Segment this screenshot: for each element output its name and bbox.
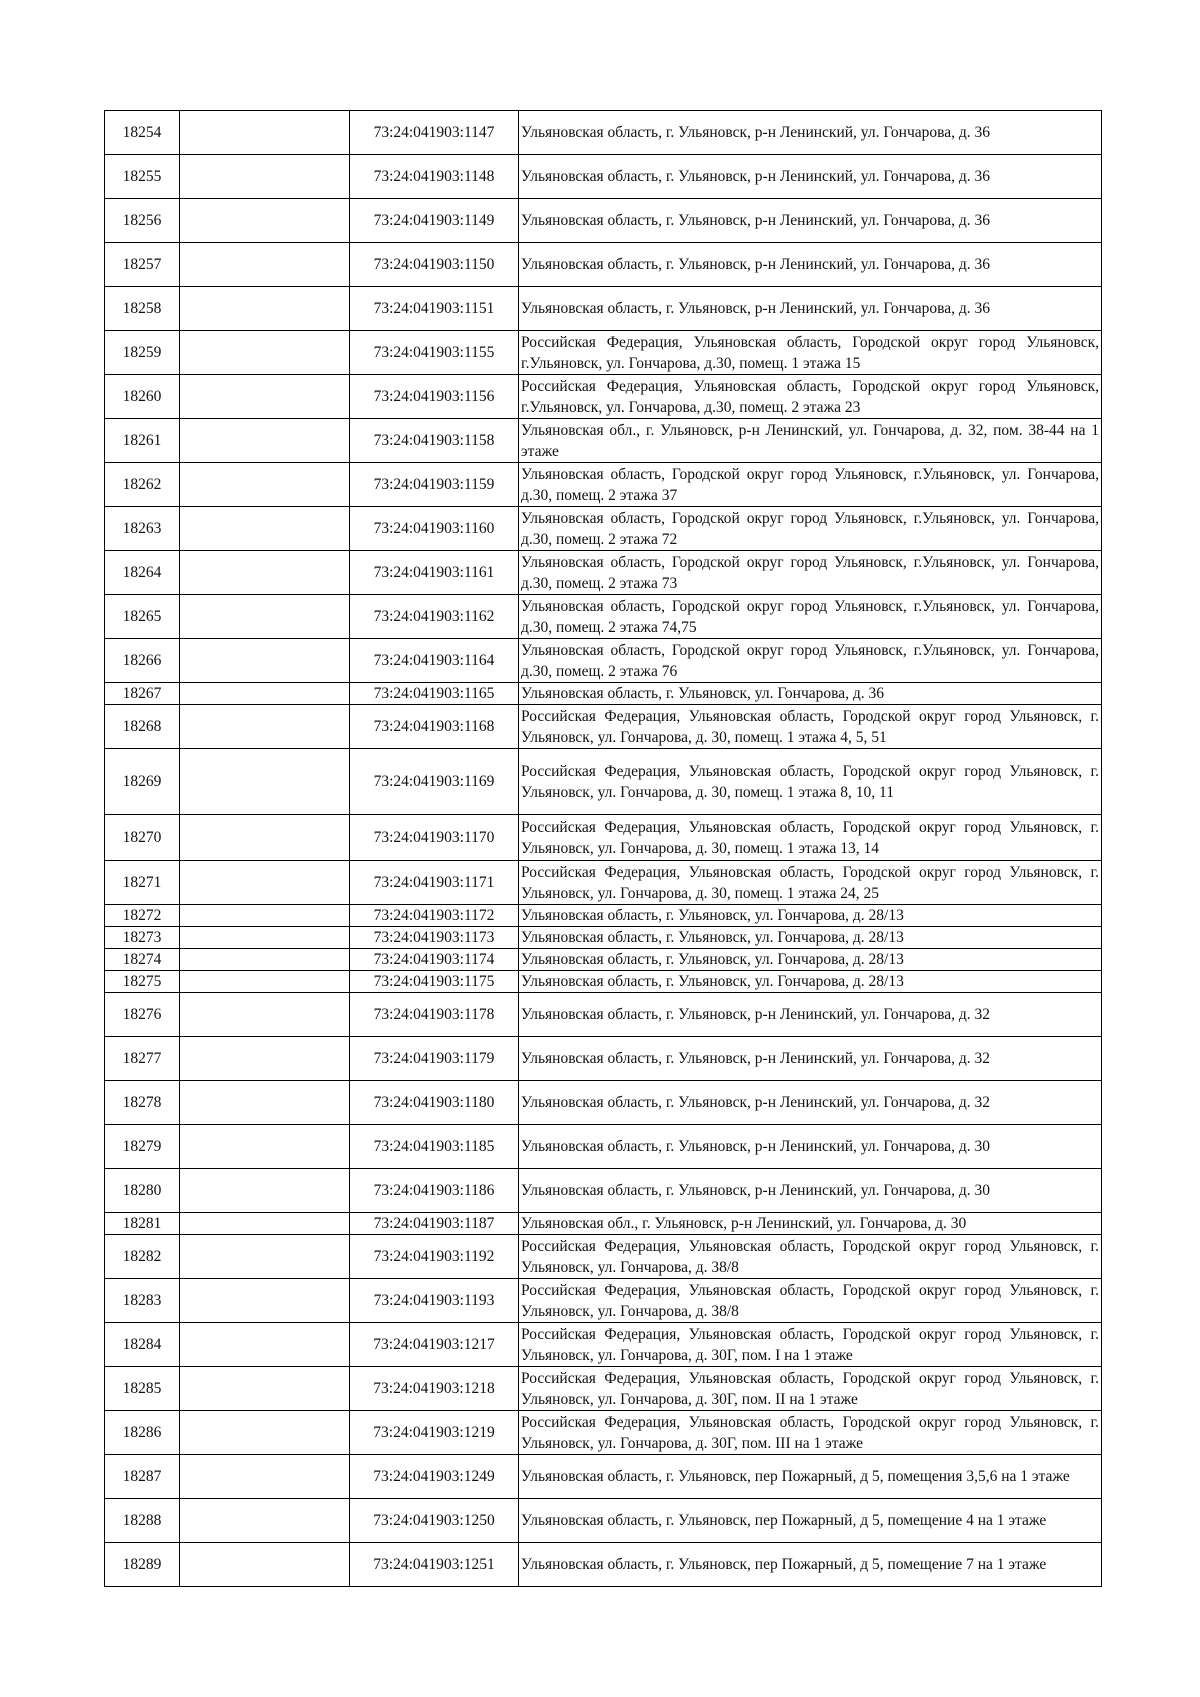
- cadastral-number-cell: 73:24:041903:1147: [350, 111, 519, 155]
- address-cell: Российская Федерация, Ульяновская область, Городской округ город Ульяновск, г. Ульяновск, ул. Гончарова, д. 30Г, пом. I на 1 этаже: [519, 1323, 1102, 1367]
- address-cell: Ульяновская область, Городской округ город Ульяновск, г.Ульяновск, ул. Гончарова, д.30, помещ. 2 этажа 73: [519, 551, 1102, 595]
- cadastral-number-cell: 73:24:041903:1186: [350, 1169, 519, 1213]
- row-number-cell: 18271: [105, 861, 180, 905]
- cadastral-number-cell: 73:24:041903:1218: [350, 1367, 519, 1411]
- cadastral-number-cell: 73:24:041903:1180: [350, 1081, 519, 1125]
- row-number-cell: 18289: [105, 1543, 180, 1587]
- table-row: [105, 639, 1102, 683]
- cadastral-number-cell: 73:24:041903:1150: [350, 243, 519, 287]
- cadastral-number-cell: 73:24:041903:1162: [350, 595, 519, 639]
- row-number-cell: 18264: [105, 551, 180, 595]
- cadastral-number-cell: 73:24:041903:1156: [350, 375, 519, 419]
- row-number-cell: 18265: [105, 595, 180, 639]
- row-blank-cell: [180, 683, 350, 705]
- row-blank-cell: [180, 199, 350, 243]
- table-row: [105, 1543, 1102, 1587]
- row-number-cell: 18280: [105, 1169, 180, 1213]
- row-number-cell: 18254: [105, 111, 180, 155]
- row-blank-cell: [180, 287, 350, 331]
- row-blank-cell: [180, 1037, 350, 1081]
- table-row: [105, 1323, 1102, 1367]
- address-cell: Ульяновская область, г. Ульяновск, пер Пожарный, д 5, помещение 7 на 1 этаже: [519, 1543, 1102, 1587]
- row-number-cell: 18270: [105, 815, 180, 861]
- row-blank-cell: [180, 331, 350, 375]
- address-cell: Ульяновская область, г. Ульяновск, р-н Ленинский, ул. Гончарова, д. 32: [519, 1037, 1102, 1081]
- address-cell: Ульяновская область, г. Ульяновск, ул. Гончарова, д. 28/13: [519, 971, 1102, 993]
- row-number-cell: 18284: [105, 1323, 180, 1367]
- row-blank-cell: [180, 595, 350, 639]
- address-cell: Ульяновская область, Городской округ город Ульяновск, г.Ульяновск, ул. Гончарова, д.30, помещ. 2 этажа 37: [519, 463, 1102, 507]
- row-number-cell: 18266: [105, 639, 180, 683]
- row-number-cell: 18286: [105, 1411, 180, 1455]
- row-blank-cell: [180, 927, 350, 949]
- cadastral-number-cell: 73:24:041903:1179: [350, 1037, 519, 1081]
- address-cell: Ульяновская обл., г. Ульяновск, р-н Ленинский, ул. Гончарова, д. 30: [519, 1213, 1102, 1235]
- row-blank-cell: [180, 375, 350, 419]
- row-blank-cell: [180, 705, 350, 749]
- row-blank-cell: [180, 1323, 350, 1367]
- row-number-cell: 18262: [105, 463, 180, 507]
- row-number-cell: 18275: [105, 971, 180, 993]
- address-cell: Ульяновская область, г. Ульяновск, ул. Гончарова, д. 28/13: [519, 905, 1102, 927]
- row-blank-cell: [180, 1543, 350, 1587]
- cadastral-number-cell: 73:24:041903:1168: [350, 705, 519, 749]
- row-blank-cell: [180, 1235, 350, 1279]
- row-blank-cell: [180, 243, 350, 287]
- row-number-cell: 18268: [105, 705, 180, 749]
- address-cell: Ульяновская область, г. Ульяновск, ул. Гончарова, д. 28/13: [519, 949, 1102, 971]
- row-blank-cell: [180, 1125, 350, 1169]
- row-number-cell: 18278: [105, 1081, 180, 1125]
- row-number-cell: 18272: [105, 905, 180, 927]
- row-number-cell: 18276: [105, 993, 180, 1037]
- table-row: [105, 949, 1102, 971]
- row-number-cell: 18259: [105, 331, 180, 375]
- row-number-cell: 18287: [105, 1455, 180, 1499]
- row-blank-cell: [180, 971, 350, 993]
- address-cell: Ульяновская область, г. Ульяновск, пер Пожарный, д 5, помещение 4 на 1 этаже: [519, 1499, 1102, 1543]
- address-cell: Ульяновская область, г. Ульяновск, р-н Ленинский, ул. Гончарова, д. 36: [519, 111, 1102, 155]
- address-cell: Ульяновская область, Городской округ город Ульяновск, г.Ульяновск, ул. Гончарова, д.30, помещ. 2 этажа 74,75: [519, 595, 1102, 639]
- table-row: [105, 683, 1102, 705]
- cadastral-number-cell: 73:24:041903:1155: [350, 331, 519, 375]
- cadastral-number-cell: 73:24:041903:1175: [350, 971, 519, 993]
- address-cell: Российская Федерация, Ульяновская область, Городской округ город Ульяновск, г. Ульяновск, ул. Гончарова, д. 30Г, пом. II на 1 этаже: [519, 1367, 1102, 1411]
- row-number-cell: 18274: [105, 949, 180, 971]
- cadastral-number-cell: 73:24:041903:1217: [350, 1323, 519, 1367]
- row-number-cell: 18288: [105, 1499, 180, 1543]
- table-row: [105, 1125, 1102, 1169]
- cadastral-number-cell: 73:24:041903:1249: [350, 1455, 519, 1499]
- row-number-cell: 18283: [105, 1279, 180, 1323]
- cadastral-number-cell: 73:24:041903:1219: [350, 1411, 519, 1455]
- table-row: [105, 927, 1102, 949]
- table-row: [105, 1169, 1102, 1213]
- table-row: [105, 1367, 1102, 1411]
- table-row: [105, 463, 1102, 507]
- row-number-cell: 18261: [105, 419, 180, 463]
- registry-table: [104, 110, 1102, 1587]
- table-row: [105, 243, 1102, 287]
- row-blank-cell: [180, 1279, 350, 1323]
- row-number-cell: 18267: [105, 683, 180, 705]
- row-number-cell: 18255: [105, 155, 180, 199]
- table-row: [105, 861, 1102, 905]
- address-cell: Ульяновская область, г. Ульяновск, р-н Ленинский, ул. Гончарова, д. 36: [519, 243, 1102, 287]
- cadastral-number-cell: 73:24:041903:1171: [350, 861, 519, 905]
- address-cell: Российская Федерация, Ульяновская область, Городской округ город Ульяновск, г. Ульяновск, ул. Гончарова, д. 30, помещ. 1 этажа 8, 10, 11: [519, 749, 1102, 815]
- cadastral-number-cell: 73:24:041903:1178: [350, 993, 519, 1037]
- address-cell: Ульяновская область, г. Ульяновск, пер Пожарный, д 5, помещения 3,5,6 на 1 этаже: [519, 1455, 1102, 1499]
- row-number-cell: 18263: [105, 507, 180, 551]
- row-number-cell: 18285: [105, 1367, 180, 1411]
- cadastral-number-cell: 73:24:041903:1192: [350, 1235, 519, 1279]
- table-row: [105, 815, 1102, 861]
- table-row: [105, 1455, 1102, 1499]
- row-blank-cell: [180, 861, 350, 905]
- address-cell: Ульяновская область, г. Ульяновск, р-н Ленинский, ул. Гончарова, д. 32: [519, 1081, 1102, 1125]
- cadastral-number-cell: 73:24:041903:1164: [350, 639, 519, 683]
- row-blank-cell: [180, 993, 350, 1037]
- cadastral-number-cell: 73:24:041903:1159: [350, 463, 519, 507]
- cadastral-number-cell: 73:24:041903:1250: [350, 1499, 519, 1543]
- table-row: [105, 375, 1102, 419]
- table-row: [105, 1037, 1102, 1081]
- cadastral-number-cell: 73:24:041903:1193: [350, 1279, 519, 1323]
- row-blank-cell: [180, 1081, 350, 1125]
- table-row: [105, 1081, 1102, 1125]
- address-cell: Ульяновская область, г. Ульяновск, р-н Ленинский, ул. Гончарова, д. 36: [519, 287, 1102, 331]
- address-cell: Ульяновская область, Городской округ город Ульяновск, г.Ульяновск, ул. Гончарова, д.30, помещ. 2 этажа 76: [519, 639, 1102, 683]
- table-row: [105, 551, 1102, 595]
- table-row: [105, 1213, 1102, 1235]
- table-row: [105, 155, 1102, 199]
- address-cell: Российская Федерация, Ульяновская область, Городской округ город Ульяновск, г. Ульяновск, ул. Гончарова, д. 30, помещ. 1 этажа 13, 14: [519, 815, 1102, 861]
- row-blank-cell: [180, 1367, 350, 1411]
- table-row: [105, 905, 1102, 927]
- row-number-cell: 18269: [105, 749, 180, 815]
- table-row: [105, 595, 1102, 639]
- row-blank-cell: [180, 155, 350, 199]
- cadastral-number-cell: 73:24:041903:1170: [350, 815, 519, 861]
- row-blank-cell: [180, 463, 350, 507]
- address-cell: Ульяновская область, г. Ульяновск, ул. Гончарова, д. 28/13: [519, 927, 1102, 949]
- row-number-cell: 18277: [105, 1037, 180, 1081]
- row-blank-cell: [180, 949, 350, 971]
- table-row: [105, 507, 1102, 551]
- row-number-cell: 18258: [105, 287, 180, 331]
- cadastral-number-cell: 73:24:041903:1187: [350, 1213, 519, 1235]
- address-cell: Ульяновская область, Городской округ город Ульяновск, г.Ульяновск, ул. Гончарова, д.30, помещ. 2 этажа 72: [519, 507, 1102, 551]
- row-number-cell: 18256: [105, 199, 180, 243]
- address-cell: Ульяновская область, г. Ульяновск, р-н Ленинский, ул. Гончарова, д. 30: [519, 1125, 1102, 1169]
- table-row: [105, 199, 1102, 243]
- cadastral-number-cell: 73:24:041903:1160: [350, 507, 519, 551]
- address-cell: Ульяновская область, г. Ульяновск, р-н Ленинский, ул. Гончарова, д. 36: [519, 155, 1102, 199]
- cadastral-number-cell: 73:24:041903:1173: [350, 927, 519, 949]
- row-blank-cell: [180, 639, 350, 683]
- table-row: [105, 1279, 1102, 1323]
- cadastral-number-cell: 73:24:041903:1169: [350, 749, 519, 815]
- table-row: [105, 993, 1102, 1037]
- address-cell: Ульяновская область, г. Ульяновск, р-н Ленинский, ул. Гончарова, д. 30: [519, 1169, 1102, 1213]
- address-cell: Российская Федерация, Ульяновская область, Городской округ город Ульяновск, г. Ульяновск, ул. Гончарова, д. 38/8: [519, 1235, 1102, 1279]
- address-cell: Российская Федерация, Ульяновская область, Городской округ город Ульяновск, г. Ульяновск, ул. Гончарова, д. 38/8: [519, 1279, 1102, 1323]
- row-blank-cell: [180, 905, 350, 927]
- table-row: [105, 287, 1102, 331]
- table-row: [105, 705, 1102, 749]
- row-number-cell: 18279: [105, 1125, 180, 1169]
- row-number-cell: 18273: [105, 927, 180, 949]
- address-cell: Российская Федерация, Ульяновская область, Городской округ город Ульяновск, г.Ульяновск, ул. Гончарова, д.30, помещ. 2 этажа 23: [519, 375, 1102, 419]
- cadastral-number-cell: 73:24:041903:1174: [350, 949, 519, 971]
- row-number-cell: 18257: [105, 243, 180, 287]
- address-cell: Ульяновская область, г. Ульяновск, р-н Ленинский, ул. Гончарова, д. 32: [519, 993, 1102, 1037]
- row-blank-cell: [180, 551, 350, 595]
- table-row: [105, 749, 1102, 815]
- table-row: [105, 1235, 1102, 1279]
- row-blank-cell: [180, 815, 350, 861]
- cadastral-number-cell: 73:24:041903:1251: [350, 1543, 519, 1587]
- row-blank-cell: [180, 111, 350, 155]
- cadastral-number-cell: 73:24:041903:1158: [350, 419, 519, 463]
- row-number-cell: 18281: [105, 1213, 180, 1235]
- address-cell: Российская Федерация, Ульяновская область, Городской округ город Ульяновск, г. Ульяновск, ул. Гончарова, д. 30, помещ. 1 этажа 4, 5, 51: [519, 705, 1102, 749]
- row-blank-cell: [180, 507, 350, 551]
- row-blank-cell: [180, 1169, 350, 1213]
- cadastral-number-cell: 73:24:041903:1185: [350, 1125, 519, 1169]
- registry-table-body: [105, 111, 1102, 1587]
- address-cell: Ульяновская область, г. Ульяновск, ул. Гончарова, д. 36: [519, 683, 1102, 705]
- row-blank-cell: [180, 1499, 350, 1543]
- table-row: [105, 1411, 1102, 1455]
- table-row: [105, 1499, 1102, 1543]
- address-cell: Ульяновская область, г. Ульяновск, р-н Ленинский, ул. Гончарова, д. 36: [519, 199, 1102, 243]
- address-cell: Ульяновская обл., г. Ульяновск, р-н Ленинский, ул. Гончарова, д. 32, пом. 38-44 на 1 этаже: [519, 419, 1102, 463]
- cadastral-number-cell: 73:24:041903:1161: [350, 551, 519, 595]
- row-number-cell: 18282: [105, 1235, 180, 1279]
- row-blank-cell: [180, 1455, 350, 1499]
- row-blank-cell: [180, 1411, 350, 1455]
- table-row: [105, 111, 1102, 155]
- row-blank-cell: [180, 749, 350, 815]
- row-blank-cell: [180, 1213, 350, 1235]
- cadastral-number-cell: 73:24:041903:1165: [350, 683, 519, 705]
- table-row: [105, 331, 1102, 375]
- address-cell: Российская Федерация, Ульяновская область, Городской округ город Ульяновск, г.Ульяновск, ул. Гончарова, д.30, помещ. 1 этажа 15: [519, 331, 1102, 375]
- row-blank-cell: [180, 419, 350, 463]
- cadastral-number-cell: 73:24:041903:1172: [350, 905, 519, 927]
- table-row: [105, 971, 1102, 993]
- address-cell: Российская Федерация, Ульяновская область, Городской округ город Ульяновск, г. Ульяновск, ул. Гончарова, д. 30Г, пом. III на 1 этаже: [519, 1411, 1102, 1455]
- cadastral-number-cell: 73:24:041903:1148: [350, 155, 519, 199]
- cadastral-number-cell: 73:24:041903:1149: [350, 199, 519, 243]
- cadastral-number-cell: 73:24:041903:1151: [350, 287, 519, 331]
- table-row: [105, 419, 1102, 463]
- row-number-cell: 18260: [105, 375, 180, 419]
- address-cell: Российская Федерация, Ульяновская область, Городской округ город Ульяновск, г. Ульяновск, ул. Гончарова, д. 30, помещ. 1 этажа 24, 25: [519, 861, 1102, 905]
